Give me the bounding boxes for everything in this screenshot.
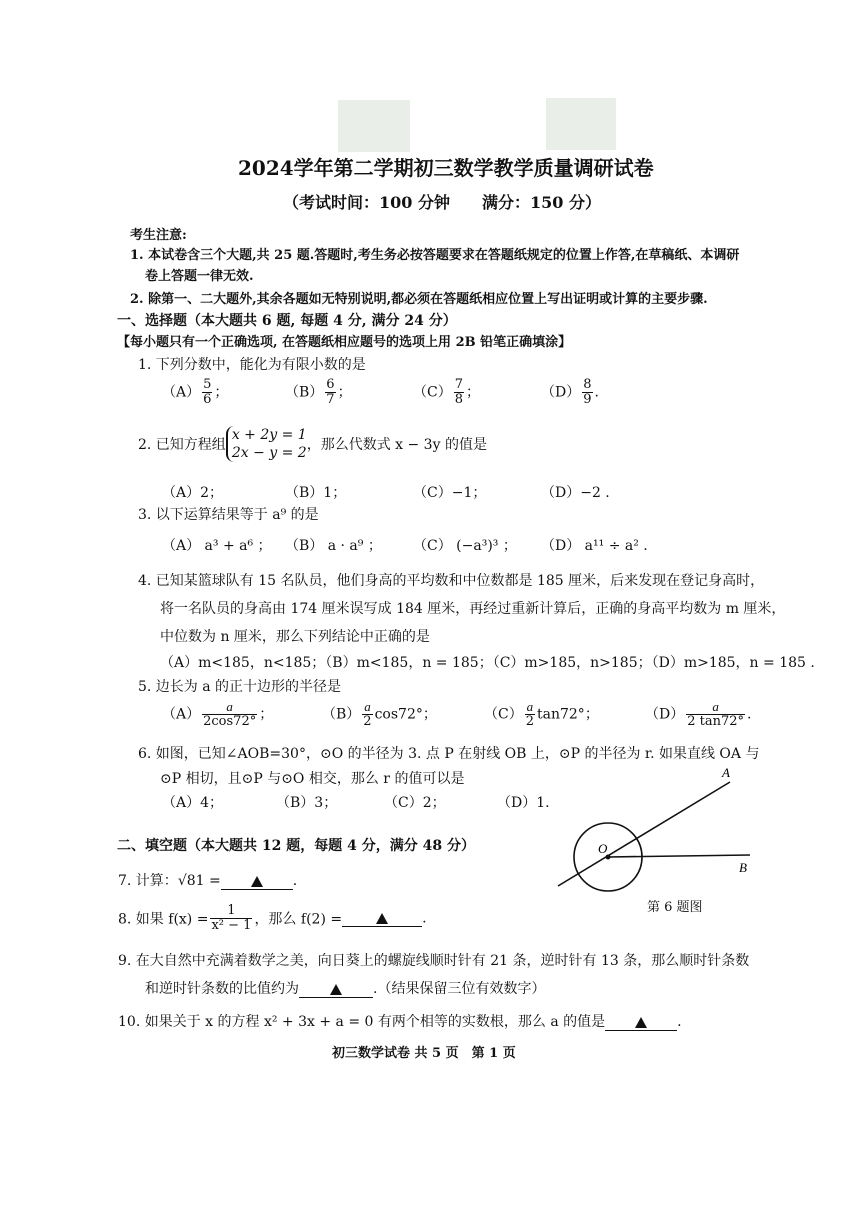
figure-6-caption: 第 6 题图 [647,900,703,915]
scan-stamp-right [546,98,616,150]
q10: 10. 如果关于 x 的方程 x² + 3x + a = 0 有两个相等的实数根，那么 a 的值是 . [118,1014,682,1030]
q6-option-b[interactable]: （B）3； [276,795,338,811]
ray-ob [608,855,750,857]
q8-answer-blank[interactable] [342,910,422,927]
section1-heading: 一、选择题（本大题共 6 题, 每题 4 分, 满分 24 分） [117,313,457,329]
q5-option-c[interactable]: （C） $\frac{a}{2}$ tan72°； [484,699,599,729]
q5-stem: 5. 边长为 a 的正十边形的半径是 [138,679,342,695]
q9-line-2: 和逆时针条数的比值约为 .（结果保留三位有效数字） [145,981,546,997]
q4-line-1: 4. 已知某篮球队有 15 名队员，他们身高的平均数和中位数都是 185 厘米，后来发现在登记身高时， [138,573,765,589]
notice-item-1: 1. 本试卷含三个大题,共 25 题.答题时,考生务必按答题要求在答题纸规定的位置上作答,在草稿纸、本调研 [130,248,740,263]
q7: 7. 计算：√81 = . [118,873,298,889]
q8: 8. 如果 f(x) = $\frac{1}{\text{x² − 1}}$ ，那么 f(2) = . [118,903,427,933]
answer-marker-icon [376,913,388,924]
q9-line-1: 9. 在大自然中充满着数学之美，向日葵上的螺旋线顺时针有 21 条，逆时针有 13 条，那么顺时针条数 [118,953,750,969]
q1-option-a[interactable]: （A） $\frac{5}{6}$ ； [162,377,229,407]
q10-answer-blank[interactable] [605,1014,677,1031]
q3-option-b[interactable]: （B） a · a⁹ ； [285,538,382,554]
q2-option-c[interactable]: （C）−1； [413,485,487,501]
q1-stem: 1. 下列分数中，能化为有限小数的是 [138,357,366,373]
answer-marker-icon [330,984,342,995]
q5-option-d[interactable]: （D） $\frac{a}{2 \tan 72^\circ}$ . [645,699,752,729]
q6-option-a[interactable]: （A）4； [162,795,224,811]
q5-option-a[interactable]: （A） $\frac{a}{2\cos 72^\circ}$ ； [162,699,274,729]
label-o: O [598,841,608,856]
q2-option-a[interactable]: （A）2； [162,485,224,501]
notice-item-1-cont: 卷上答题一律无效. [145,269,254,284]
q4-line-2: 将一名队员的身高由 174 厘米误写成 184 厘米，再经过重新计算后，正确的身高平均数为 m 厘米， [160,601,786,617]
q6-line-2: ⊙P 相切，且⊙P 与⊙O 相交，那么 r 的值可以是 [160,771,465,787]
exam-title: 2024学年第二学期初三数学教学质量调研试卷 [238,156,654,180]
q4-line-3: 中位数为 n 厘米，那么下列结论中正确的是 [160,629,430,645]
q3-option-a[interactable]: （A） a³ + a⁶ ； [162,538,272,554]
q3-stem: 3. 以下运算结果等于 a⁹ 的是 [138,507,319,523]
label-a: A [722,765,730,780]
exam-subtitle: （考试时间：100 分钟 满分：150 分） [283,193,601,212]
q7-answer-blank[interactable] [221,873,293,890]
q6-line-1: 6. 如图，已知∠AOB=30°，⊙O 的半径为 3. 点 P 在射线 OB 上，⊙P 的半径为 r. 如果直线 OA 与 [138,746,760,762]
page-footer: 初三数学试卷 共 5 页 第 1 页 [332,1046,516,1061]
notice-heading: 考生注意: [130,228,187,243]
section1-instruction: 【每小题只有一个正确选项, 在答题纸相应题号的选项上用 2B 铅笔正确填涂】 [117,335,572,350]
answer-marker-icon [251,876,263,887]
q3-option-d[interactable]: （D） a¹¹ ÷ a² . [541,538,648,554]
section2-heading: 二、填空题（本大题共 12 题，每题 4 分，满分 48 分） [117,838,475,854]
q2-option-d[interactable]: （D）−2 . [541,485,610,501]
scan-stamp-left [338,100,410,152]
q9-answer-blank[interactable] [299,981,373,998]
label-b: B [739,860,747,875]
q6-option-d[interactable]: （D）1. [497,795,550,811]
q6-option-c[interactable]: （C）2； [384,795,446,811]
q3-option-c[interactable]: （C） (−a³)³ ； [413,538,517,554]
notice-item-2: 2. 除第一、二大题外,其余各题如无特别说明,都必须在答题纸相应位置上写出证明或计算的主要步骤. [130,292,708,307]
q1-option-c[interactable]: （C） $\frac{7}{8}$ ； [413,377,480,407]
q1-option-d[interactable]: （D） $\frac{8}{9}$ . [541,377,599,407]
answer-marker-icon [635,1017,647,1028]
q4-options[interactable]: （A）m<185，n<185；（B）m<185，n = 185；（C）m>185，n>185；（D）m>185，n = 185 . [160,655,815,671]
q2-equation-system: x + 2y = 1 2x − y = 2 [226,426,307,462]
q2-stem: 2. 已知方程组 x + 2y = 1 2x − y = 2 ，那么代数式 x − 3y 的值是 [138,427,487,461]
q5-option-b[interactable]: （B） $\frac{a}{2}$ cos72°； [322,699,437,729]
q1-option-b[interactable]: （B） $\frac{6}{7}$ ； [285,377,352,407]
q2-option-b[interactable]: （B）1； [285,485,347,501]
